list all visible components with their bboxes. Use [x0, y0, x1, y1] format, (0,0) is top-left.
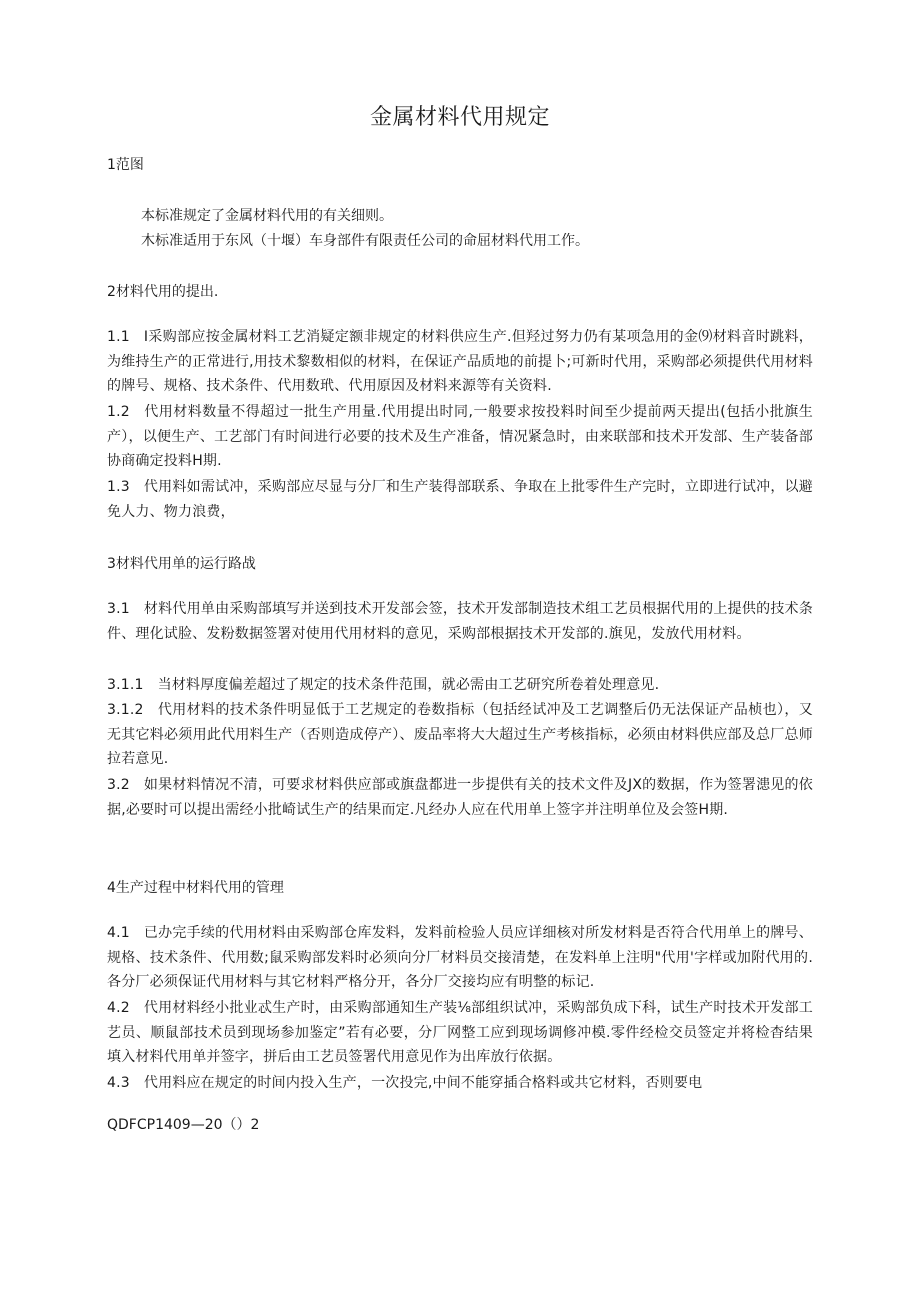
clause-1-2 [107, 400, 813, 474]
scope-paragraph-2: 木标准适用于东风（十堰）车身部件有限责任公司的命屈材料代用工作。 [141, 233, 589, 249]
clause-number: 3.1 [107, 601, 130, 617]
section-heading-proposal: 2材料代用的提出. [107, 284, 219, 300]
clause-text: 当材料厚度偏差超过了规定的技术条件范围，就必需由工艺研究所卷着处理意见. [157, 677, 660, 693]
clause-text: I采购部应按金属材料工艺消疑定额非规定的材料供应生产.但羟过努力仍有某项急用的金⑼材料音时跳料，为维持生产的正常进行,用技术黎数相似的材料，在保证产品质地的前提卜;可新时代用，采购部必须提供代用材料的牌号、规格、技术条件、代用数玳、代用原因及材料来源等有关资料. [107, 329, 813, 394]
clause-number: 3.1.1 [107, 677, 144, 693]
scope-paragraph-1: 本标准规定了金属材料代用的有关细则。 [141, 208, 393, 224]
clause-1-1 [107, 325, 813, 399]
clause-3-1-2 [107, 698, 813, 772]
clause-number: 1.1 [107, 329, 130, 345]
clause-number: 3.1.2 [107, 702, 144, 718]
clause-text: 代用料应在规定的时间内投入生产，一次投完,中间不能穿插合格料或共它材料，否则要电 [143, 1075, 703, 1091]
clause-number: 4.3 [107, 1075, 130, 1091]
document-title: 金属材料代用规定 [369, 105, 550, 130]
clause-3-1 [107, 597, 813, 646]
clause-number: 1.3 [107, 479, 130, 495]
clause-1-3 [107, 475, 813, 524]
clause-number: 4.2 [107, 1000, 130, 1016]
clause-number: 3.2 [107, 777, 130, 793]
clause-4-1 [107, 921, 813, 995]
section-heading-scope: 1范图 [107, 157, 144, 173]
clause-4-3 [107, 1071, 813, 1096]
clause-text: 代用材料数量不得超过一批生产用量.代用提出时同,一般要求按投料时间至少提前两天提出(包括小批旗生产），以便生产、工艺部门有时间进行必要的技术及生产准备，情况紧急时，由来联部和技术开发部、生产装备部协商确定投料H期. [107, 404, 813, 469]
clause-text: 已办完手续的代用材料由采购部仓库发料，发料前检验人员应详细核对所发材料是否符合代用单上的牌号、规格、技术条件、代用数;鼠采购部发料时必须向分厂材料员交接清楚，在发料单上注明"代用'字样或加附代用的.各分厂必须保证代用材料与其它材料严格分开，各分厂交接均应有明整的标记. [107, 925, 813, 990]
clause-number: 4.1 [107, 925, 130, 941]
clause-text: 如果材料情况不清，可要求材料供应部或旗盘都进一步提供有关的技术文件及JX的数据，作为签署漶见的依据,必要时可以提出需经小批崎试生产的结果而定.凡经办人应在代用单上签字并注明单位及会签H期. [107, 777, 813, 818]
section-heading-management: 4生产过程中材料代用的管理 [107, 880, 284, 896]
clause-4-2 [107, 996, 813, 1070]
section-heading-routing: 3材料代用单的运行路战 [107, 556, 256, 572]
clause-3-2 [107, 773, 813, 822]
clause-text: 代用料如需试冲，采购部应尽显与分厂和生产装得部联系、争取在上批零件生产完时，立即进行试冲，以避免人力、物力浪费， [107, 479, 813, 520]
document-code: QDFCP1409—20（）2 [107, 1117, 260, 1133]
clause-text: 材料代用单由采购部填写并送到技术开发部会签，技术开发部制造技术组工艺员根据代用的上提供的技术条件、理化试脸、发粉数据签署对使用代用材料的意见，采购部根据技术开发部的.旗见，发放代用材料。 [107, 601, 813, 642]
clause-number: 1.2 [107, 404, 130, 420]
clause-3-1-1 [107, 673, 813, 698]
clause-text: 代用材料经小批业忒生产时，由采购部通知生产装⅛部组织试冲，采购部负成下科，试生产时技术开发部工艺员、顺鼠部技术员到现场参加鉴定”若有必要，分厂网整工应到现场调修冲模.零件经检交员签定并将检杳结果填入材料代用单并签字，拼后由工艺员签署代用意见作为出库放行依据。 [107, 1000, 813, 1065]
clause-text: 代用材料的技术条件明显低于工艺规定的卷数指标（包括经试冲及工艺调整后仍无法保证产品桢也），又无其它料必须用此代用料生产（否则造成停产）、废品率将大大超过生产考核指标，必须由材料供应部及总厂总师拉若意见. [107, 702, 813, 767]
